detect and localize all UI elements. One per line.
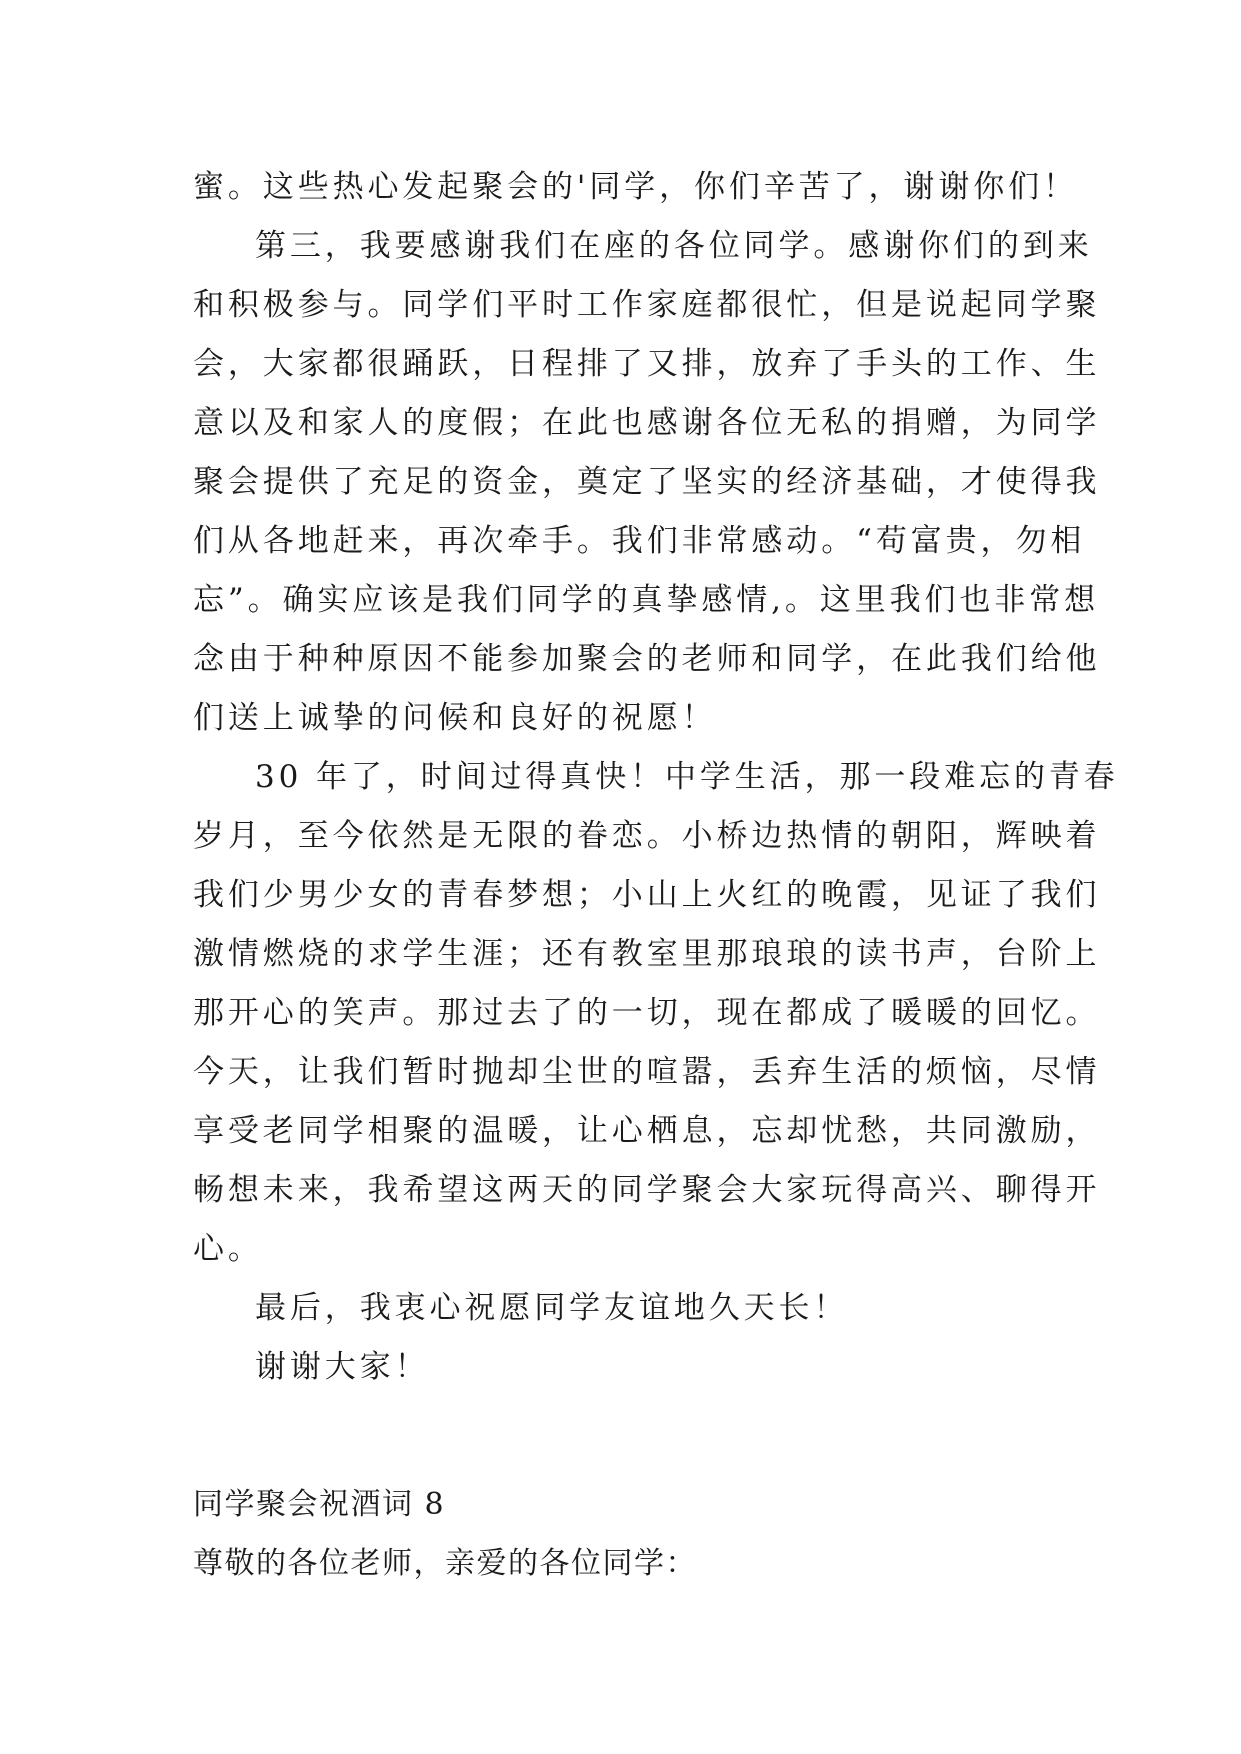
text-line: 忘”。确实应该是我们同学的真挚感情,。这里我们也非常想 (193, 582, 1099, 618)
salutation: 尊敬的各位老师，亲爱的各位同学： (193, 1546, 697, 1581)
text-line: 意以及和家人的度假；在此也感谢各位无私的捐赠，为同学 (193, 405, 1101, 441)
section-heading-block (193, 1475, 1053, 1593)
section-title: 同学聚会祝酒词 8 (193, 1487, 446, 1522)
paragraph (193, 217, 1101, 748)
text-line: 蜜。这些热心发起聚会的'同学，你们辛苦了，谢谢你们！ (193, 169, 1078, 205)
text-line: 最后，我衷心祝愿同学友谊地久天长！ (255, 1290, 849, 1326)
text-line: 和积极参与。同学们平时工作家庭都很忙，但是说起同学聚 (193, 287, 1101, 323)
text-line: 第三，我要感谢我们在座的各位同学。感谢你们的到来 (255, 228, 1093, 264)
text-line: 畅想未来，我希望这两天的同学聚会大家玩得高兴、聊得开 (193, 1172, 1101, 1208)
text-line: 岁月，至今依然是无限的眷恋。小桥边热情的朝阳，辉映着 (193, 818, 1101, 854)
section-gap (193, 1397, 1053, 1475)
text-line: 念由于种种原因不能参加聚会的老师和同学，在此我们给他 (193, 641, 1101, 677)
text-line: 聚会提供了充足的资金，奠定了坚实的经济基础，才使得我 (193, 464, 1101, 500)
text-line: 我们少男少女的青春梦想；小山上火红的晚霞，见证了我们 (193, 877, 1101, 913)
text-line: 们从各地赶来，再次牵手。我们非常感动。“苟富贵，勿相 (193, 523, 1086, 559)
text-line: 激情燃烧的求学生涯；还有教室里那琅琅的读书声，台阶上 (193, 936, 1101, 972)
paragraph (193, 158, 1078, 217)
text-line: 心。 (193, 1231, 263, 1267)
text-line: 今天，让我们暂时抛却尘世的喧嚣，丢弃生活的烦恼，尽情 (193, 1054, 1101, 1090)
document-body (193, 158, 1119, 1593)
text-line: 享受老同学相聚的温暖，让心栖息，忘却忧愁，共同激励， (193, 1113, 1101, 1149)
text-line: 那开心的笑声。那过去了的一切，现在都成了暖暖的回忆。 (193, 995, 1101, 1031)
paragraph (193, 1279, 1053, 1338)
text-line: 会，大家都很踊跃，日程排了又排，放弃了手头的工作、生 (193, 346, 1101, 382)
paragraph (193, 748, 1119, 1279)
paragraph (193, 1338, 1053, 1397)
text-line: 谢谢大家！ (255, 1349, 430, 1385)
text-line: 们送上诚挚的问候和良好的祝愿！ (193, 700, 717, 736)
text-line: 30 年了，时间过得真快！中学生活，那一段难忘的青春 (255, 759, 1119, 795)
